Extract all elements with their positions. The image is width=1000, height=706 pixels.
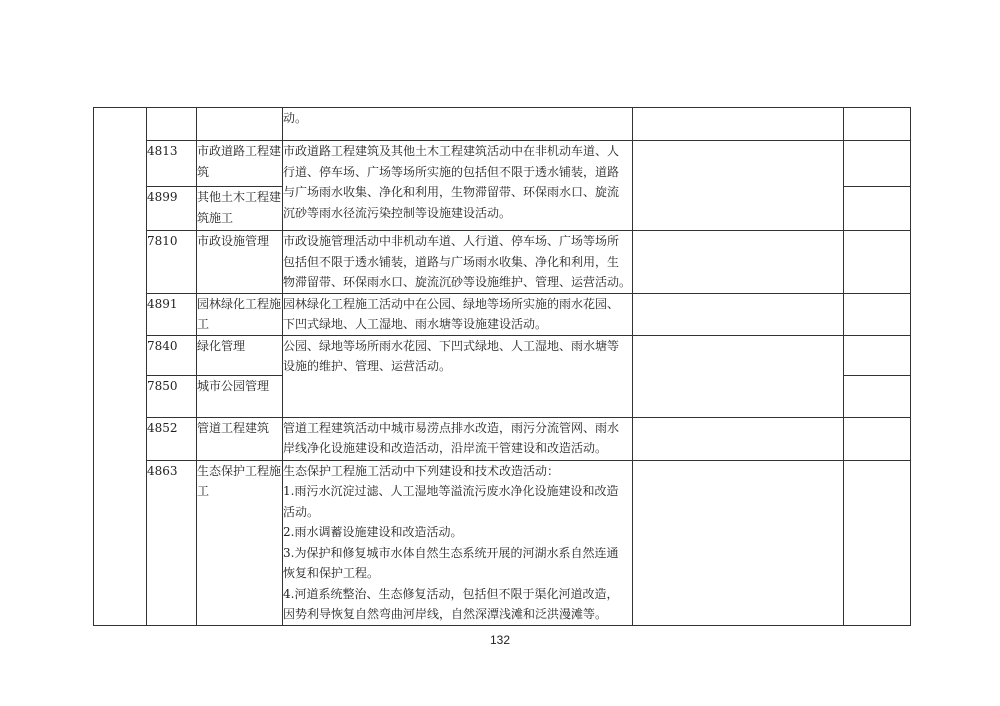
- table-row: [94, 293, 911, 335]
- industry-category-table: [93, 107, 911, 626]
- page-number: 132: [489, 633, 511, 647]
- blank-cell: [844, 141, 911, 187]
- blank-cell: [844, 293, 911, 335]
- category-column-cell: [94, 108, 147, 626]
- activity-description: [283, 293, 633, 335]
- blank-cell: [633, 460, 844, 625]
- industry-name: 其他土木工程建筑施工: [197, 187, 283, 231]
- desc-line: 园林绿化工程施工活动中在公园、绿地等场所实施的雨水花园、: [283, 296, 620, 311]
- blank-cell: [844, 417, 911, 460]
- industry-code: 4891: [147, 293, 197, 335]
- desc-line: 市政设施管理活动中非机动车道、人行道、停车场、广场等场所: [283, 234, 620, 248]
- desc-line: 行道、停车场、广场等场所实施的包括但不限于透水铺装，道路: [283, 164, 620, 179]
- desc-line: 生态保护工程施工活动中下列建设和技术改造活动：: [283, 463, 560, 478]
- desc-line: 与广场雨水收集、净化和利用，生物滞留带、环保雨水口、旋流: [283, 185, 620, 199]
- industry-name: 生态保护工程施工: [197, 460, 283, 625]
- desc-line: 沉砂等雨水径流污染控制等设施建设活动。: [283, 205, 512, 220]
- blank-cell: [633, 293, 844, 335]
- desc-line: 设施的维护、管理、运营活动。: [283, 359, 452, 373]
- blank-cell: [844, 460, 911, 625]
- blank-cell: [633, 108, 844, 141]
- blank-cell: [844, 187, 911, 231]
- industry-code: 7850: [147, 375, 197, 417]
- industry-name: 市政设施管理: [197, 231, 283, 294]
- activity-description: [283, 417, 633, 460]
- desc-line: 2.雨水调蓄设施建设和改造活动。: [283, 525, 463, 539]
- industry-name: 城市公园管理: [197, 375, 283, 417]
- blank-cell: [844, 108, 911, 141]
- blank-cell: [844, 231, 911, 294]
- industry-code: 7840: [147, 335, 197, 375]
- industry-code: 4813: [147, 141, 197, 187]
- desc-line: 市政道路工程建筑及其他土木工程建筑活动中在非机动车道、人: [283, 144, 620, 158]
- desc-line: 包括但不限于透水铺装，道路与广场雨水收集、净化和利用，生: [283, 254, 620, 269]
- desc-line: 下凹式绿地、人工湿地、雨水塘等设施建设活动。: [283, 317, 548, 331]
- industry-code: 4852: [147, 417, 197, 460]
- industry-name: [197, 108, 283, 141]
- table-row: [94, 417, 911, 460]
- activity-description: [283, 108, 633, 141]
- table-row: [94, 108, 911, 141]
- blank-cell: [844, 375, 911, 417]
- industry-code: 7810: [147, 231, 197, 294]
- table-row: [94, 231, 911, 294]
- desc-line: 4.河道系统整治、生态修复活动，包括但不限于渠化河道改造，: [283, 586, 619, 601]
- blank-cell: [633, 417, 844, 460]
- industry-name: 管道工程建筑: [197, 417, 283, 460]
- table-row: [94, 460, 911, 625]
- desc-line: 公园、绿地等场所雨水花园、下凹式绿地、人工湿地、雨水塘等: [283, 338, 620, 353]
- activity-description: [283, 231, 633, 294]
- table-row: [94, 335, 911, 375]
- desc-line: 动。: [283, 111, 308, 125]
- table-row: [94, 141, 911, 187]
- desc-line: 管道工程建筑活动中城市易涝点排水改造，雨污分流管网、雨水: [283, 420, 620, 435]
- industry-name: 绿化管理: [197, 335, 283, 375]
- desc-line: 岸线净化设施建设和改造活动，沿岸流干管建设和改造活动。: [283, 441, 608, 455]
- industry-name: 市政道路工程建筑: [197, 141, 283, 187]
- desc-line: 活动。: [283, 504, 320, 519]
- industry-code: [147, 108, 197, 141]
- desc-line: 1.雨污水沉淀过滤、人工湿地等溢流污废水净化设施建设和改造: [283, 484, 619, 498]
- blank-cell: [633, 231, 844, 294]
- industry-code: 4863: [147, 460, 197, 625]
- desc-line: 因势利导恢复自然弯曲河岸线，自然深潭浅滩和泛洪漫滩等。: [283, 607, 608, 621]
- desc-line: 物滞留带、环保雨水口、旋流沉砂等设施维护、管理、运营活动。: [283, 275, 632, 289]
- blank-cell: [633, 141, 844, 231]
- activity-description: [283, 335, 633, 417]
- industry-name: 园林绿化工程施工: [197, 293, 283, 335]
- activity-description: [283, 460, 633, 625]
- desc-line: 3.为保护和修复城市水体自然生态系统开展的河湖水系自然连通: [283, 545, 619, 560]
- industry-code: 4899: [147, 187, 197, 231]
- desc-line: 恢复和保护工程。: [283, 566, 380, 580]
- activity-description: [283, 141, 633, 231]
- blank-cell: [844, 335, 911, 375]
- blank-cell: [633, 335, 844, 417]
